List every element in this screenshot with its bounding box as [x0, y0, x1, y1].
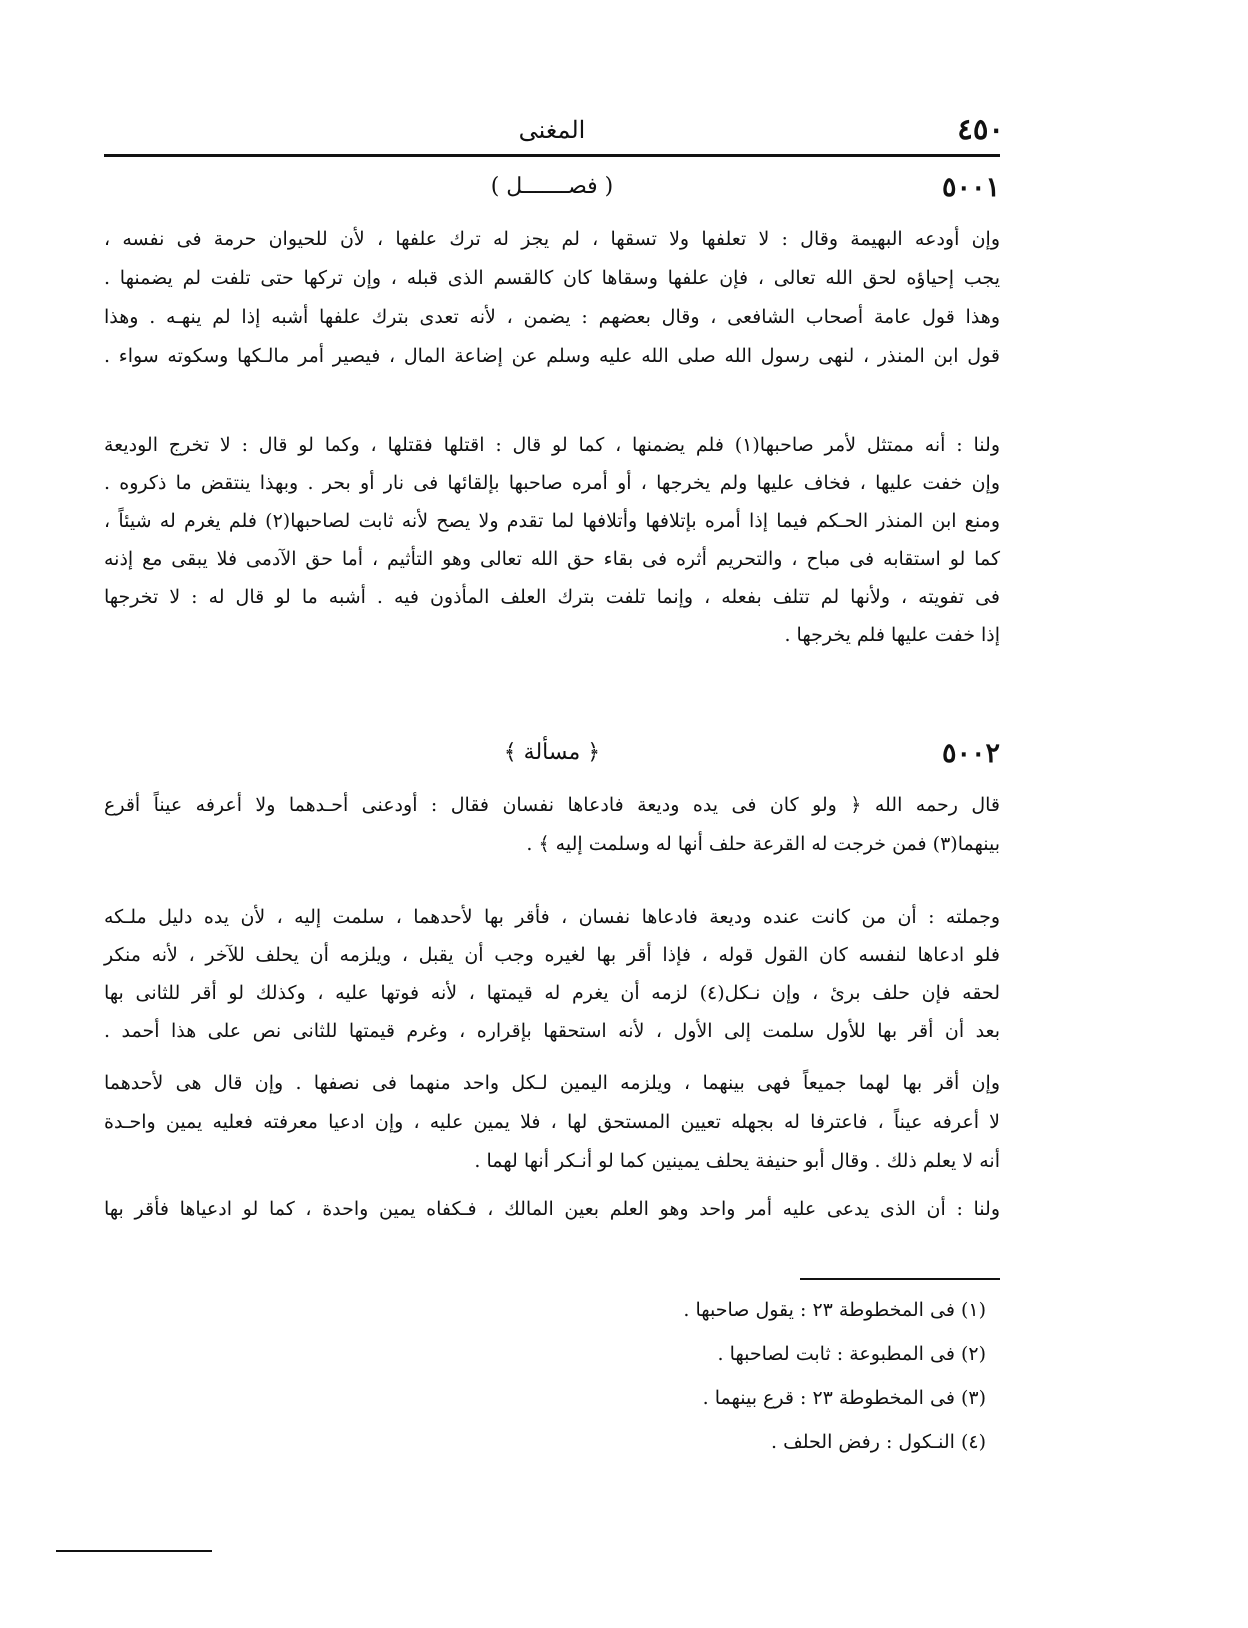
section-heading-5002: [104, 738, 1000, 778]
text-line: فلو ادعاها لنفسه كان القول قوله ، فإذا أقر بها لغيره وجب أن يقبل ، ويلزمه أن يحلف للآخر ، لأنه منكر: [104, 944, 1000, 966]
text-line: قول ابن المنذر ، لنهى رسول الله صلى الله عليه وسلم عن إضاعة المال ، فيصير أمر مالـكها وسكوته سواء .: [104, 345, 1000, 367]
footnote: (٣) فى المخطوطة ٢٣ : قرع بينهما .: [702, 1387, 986, 1409]
text-line: بينهما(٣) فمن خرجت له القرعة حلف أنها له وسلمت إليه ﴾ .: [526, 833, 1000, 855]
text-line: أنه لا يعلم ذلك . وقال أبو حنيفة يحلف يمينين كما لو أنـكر أنها لهما .: [474, 1150, 1000, 1172]
text-line: بعد أن أقر بها للأول سلمت إلى الأول ، لأنه استحقها بإقراره ، وغرم قيمتها للثانى نص على هذا أحمد .: [104, 1020, 1000, 1042]
page-number: ٤٥٠: [957, 112, 1004, 146]
header-rule: [104, 154, 1000, 157]
text-line: فى تفويته ، ولأنها لم تتلف بفعله ، وإنما تلفت بترك العلف المأذون فيه . أشبه ما لو قال له : لا تخرجها: [104, 586, 1000, 608]
text-line: يجب إحياؤه لحق الله تعالى ، فإن علفها وسقاها كان كالقسم الذى قبله ، وإن تركها حتى تلفت لم يضمنها .: [104, 267, 1000, 289]
footnote-rule: [800, 1278, 1000, 1280]
section-number: ٥٠٠٢: [941, 738, 1000, 769]
bottom-rule: [56, 1550, 212, 1552]
text-line: وإن خفت عليها ، فخاف عليها ولم يخرجها ، أو أمره صاحبها بإلقائها فى نار أو بحر . وبهذا ينتقض ما ذكروه .: [104, 472, 1000, 494]
text-line: إذا خفت عليها فلم يخرجها .: [784, 624, 1000, 646]
footnotes: [426, 1288, 986, 1464]
text-line: وإن أودعه البهيمة وقال : لا تعلفها ولا تسقها ، لم يجز له ترك علفها ، لأن للحيوان حرمة فى نفسه ،: [104, 228, 1000, 250]
text-line: لحقه فإن حلف برئ ، وإن نـكل(٤) لزمه أن يغرم له قيمتها ، لأنه فوتها عليه ، وكذلك لو أقر للثانى بها: [104, 982, 1000, 1004]
text-line: ولنا : أن الذى يدعى عليه أمر واحد وهو العلم بعين المالك ، فـكفاه يمين واحدة ، كما لو ادعياها فأقر بها: [104, 1198, 1001, 1220]
paragraph: [104, 220, 1000, 376]
section-heading-5001: [104, 172, 1000, 212]
footnote: (١) فى المخطوطة ٢٣ : يقول صاحبها .: [683, 1299, 986, 1321]
footnote: (٢) فى المطبوعة : ثابت لصاحبها .: [717, 1343, 986, 1365]
text-line: وإن أقر بها لهما جميعاً فهى بينهما ، ويلزمه اليمين لـكل واحد منهما فى نصفها . وإن قال هى لأحدهما: [104, 1072, 1000, 1094]
paragraph: [104, 1064, 1000, 1181]
text-line: كما لو استقابه فى مباح ، والتحريم أثره فى بقاء حق الله تعالى وهو التأثيم ، أما حق الآدمى فلا يبقى مع إذنه: [104, 548, 1000, 570]
text-line: وجملته : أن من كانت عنده وديعة فادعاها نفسان ، فأقر بها لأحدهما ، سلمت إليه ، لأن يده دليل ملـكه: [104, 906, 1000, 928]
paragraph: [104, 898, 1000, 1050]
section-title: ﴿ مسألة ﴾: [503, 740, 601, 765]
footnote: (٤) النـكول : رفض الحلف .: [771, 1431, 986, 1453]
text-line: قال رحمه الله ﴿ ولو كان فى يده وديعة فادعاها نفسان فقال : أودعنى أحـدهما ولا أعرفه عيناً أقرع: [104, 794, 1000, 816]
paragraph: [104, 426, 1000, 654]
text-line: ومنع ابن المنذر الحـكم فيما إذا أمره بإتلافها وأتلافها لما تقدم ولا يصح لأنه ثابت لصاحبها(٢) فلم يغرم له شيئاً ،: [104, 510, 1000, 532]
section-title: ( فصـــــــل ): [490, 174, 614, 199]
page-header: [104, 112, 1004, 156]
text-line: لا أعرفه عيناً ، فاعترفا له بجهله تعيين المستحق لها ، فلا يمين عليه ، وإن ادعيا معرفته فعليه يمين واحـدة: [104, 1111, 1000, 1133]
paragraph: [104, 1190, 1000, 1229]
paragraph: [104, 786, 1000, 864]
running-title: المغنى: [518, 116, 586, 144]
section-number: ٥٠٠١: [941, 172, 1000, 203]
text-line: وهذا قول عامة أصحاب الشافعى ، وقال بعضهم : يضمن ، لأنه تعدى بترك علفها أشبه إذا لم ينهـه . وهذا: [104, 306, 1000, 328]
text-line: ولنا : أنه ممتثل لأمر صاحبها(١) فلم يضمنها ، كما لو قال : اقتلها فقتلها ، وكما لو قال : لا تخرج الوديعة: [104, 434, 1000, 456]
